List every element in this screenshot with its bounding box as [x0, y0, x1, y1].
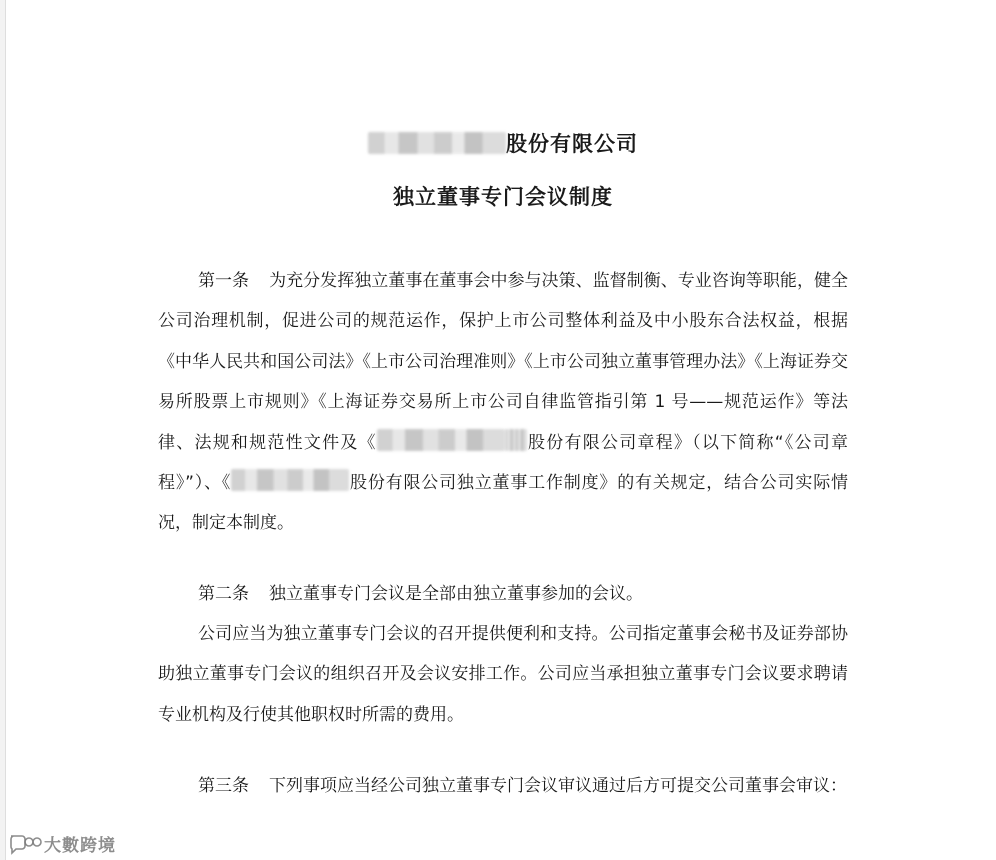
redacted-company-name: [231, 469, 349, 491]
company-title-suffix: 股份有限公司: [506, 132, 638, 156]
article-3-label: 第三条: [198, 776, 249, 796]
bubble-logo-icon: [8, 833, 42, 855]
watermark-text: 大數跨境: [44, 836, 116, 856]
article-1-text-part2: 股份有限公司章程》（以下简称“《公司章程》”）、《: [158, 432, 849, 494]
article-1: [158, 261, 848, 544]
article-2-text: 独立董事专门会议是全部由独立董事参加的会议。: [269, 584, 643, 604]
article-1-text-part1: 为充分发挥独立董事在董事会中参与决策、监督制衡、专业咨询等职能，健全公司治理机制，促进公司的规范运作，保护上市公司整体利益及中小股东合法权益，根据《中华人民共和国公司法》《上市公司治理准则》《上市公司独立董事管理办法》《上海证券交易所股票上市规则》《上海证券交易所上市公司自律监管指引第 1 号——规范运作》等法律、法规和规范性文件及《: [158, 271, 849, 453]
watermark: [8, 831, 116, 856]
redacted-company-name: [368, 132, 506, 154]
document-page: [6, 0, 996, 860]
article-3-text: 下列事项应当经公司独立董事专门会议审议通过后方可提交公司董事会审议：: [269, 776, 847, 796]
article-2: [158, 574, 848, 614]
document-title: 独立董事专门会议制度: [393, 185, 613, 209]
article-3: [158, 766, 848, 806]
redacted-company-name: [505, 429, 527, 451]
article-1-label: 第一条: [198, 271, 250, 291]
redacted-company-name: [377, 429, 505, 451]
article-1-text-part3: 股份有限公司独立董事工作制度》的有关规定，结合公司实际情况，制定本制度。: [158, 473, 849, 534]
company-title: [158, 128, 848, 158]
article-2-paragraph-2: 公司应当为独立董事专门会议的召开提供便利和支持。公司指定董事会秘书及证券部协助独立董事专门会议的组织召开及会议安排工作。公司应当承担独立董事专门会议要求聘请专业机构及行使其他职权时所需的费用。: [158, 624, 848, 725]
article-2-label: 第二条: [198, 584, 249, 604]
